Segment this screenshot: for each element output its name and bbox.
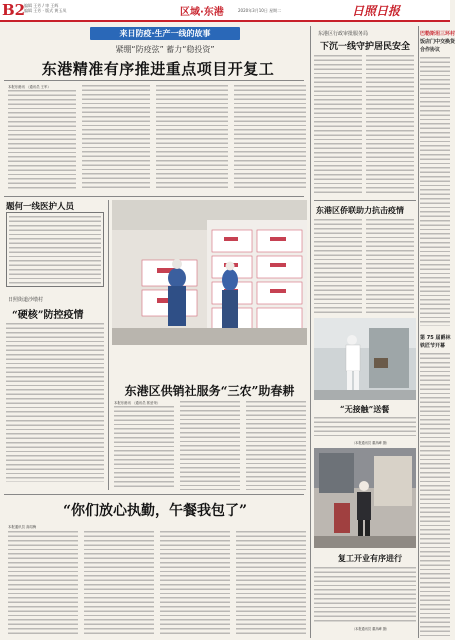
right-photo-2 [314,448,416,548]
main-text-col-3 [156,84,228,189]
left-story1-box [6,212,104,287]
divider [4,80,304,81]
far-right-title-4: 第 75 届爵林 [420,335,451,341]
center-text-col-1 [114,405,174,490]
column-divider [418,26,419,638]
column-divider [310,26,311,638]
main-text-col-4 [234,84,306,189]
quote-text-col-2 [84,530,154,635]
main-text-col-1 [8,89,76,189]
theme-banner: 来日防疫·生产一线的故事 [90,27,240,40]
warehouse-photo [112,200,307,345]
far-right-title-1: 巴勒斯坦三环村 [420,31,455,37]
divider [4,196,304,197]
page-number: B2 [2,1,26,19]
center-byline: 本报东港讯 （通讯员 郭爱荣） [114,401,161,405]
main-byline: 本报东港讯 （通讯员 王军） [8,85,51,89]
right-photo-1 [314,318,416,400]
far-right-title-5: 铁匠节开幕 [420,343,446,349]
right-story3-text [314,416,416,438]
page-header [0,0,450,22]
left-story1-text [9,215,101,284]
far-right-title-2: 饭店门中交换货 [420,39,455,45]
right-story4-title: 复工开业有序进行 [338,553,402,563]
quote-text-col-3 [160,530,230,635]
center-headline: 东港区供销社服务“三农”助春耕 [124,384,295,398]
quote-headline: “你们放心执勤，午餐我包了” [62,503,248,519]
right-story1-text-col-2 [366,54,414,194]
center-text-col-2 [180,400,240,490]
left-story2-kicker: 日照街道沙墩村 [8,297,44,303]
main-text-col-2 [82,84,150,189]
far-right-title-3: 合作协议 [420,47,441,53]
main-headline: 东港精准有序推进重点项目开复工 [41,60,275,78]
store-photo [314,448,416,548]
quote-text-col-4 [236,530,306,635]
editor-credits: 编辑 王芳 / 审 王辉 编辑 王芳 · 版式 黄玉凤 [24,3,67,13]
right-story4-text [314,566,416,622]
right-story2-title: 东港区侨联助力抗击疫情 [316,205,404,215]
divider [4,494,304,495]
quote-text-col-1 [8,530,78,635]
right-kicker: 东港区行政审批服务局 [318,31,369,37]
right-story2-text-col-2 [366,218,414,313]
right-story2-text-col-1 [314,218,362,313]
right-story3-credit: （本报通讯员 董高峰 摄） [352,441,390,445]
right-story3-title: “无接触”送餐 [340,404,390,414]
center-text-col-3 [246,400,306,490]
quote-byline: 本报通讯员 高绍梅 [8,525,37,529]
delivery-photo [314,318,416,400]
newspaper-logo: 日照日报 [352,4,401,18]
left-story2-text [6,322,104,482]
right-story1-title: 下沉一线守护居民安全 [320,42,411,52]
issue-date: 2020年3月10日 星期二 [238,8,282,13]
divider [314,200,416,201]
main-kicker: 紧绷“防疫弦” 蓄力“稳投资” [115,45,215,54]
column-divider [108,200,109,490]
right-story4-credit: （本报通讯员 董高峰 摄） [352,627,390,631]
left-story1-title: 题何一线医护人员 [6,202,75,212]
center-photo [112,200,307,345]
right-story1-text-col-1 [314,54,362,194]
left-story2-title: “硬核”防控疫情 [12,310,84,321]
section-title: 区域·东港 [180,7,224,18]
far-right-text-2 [420,352,450,636]
far-right-text-1 [420,56,450,326]
